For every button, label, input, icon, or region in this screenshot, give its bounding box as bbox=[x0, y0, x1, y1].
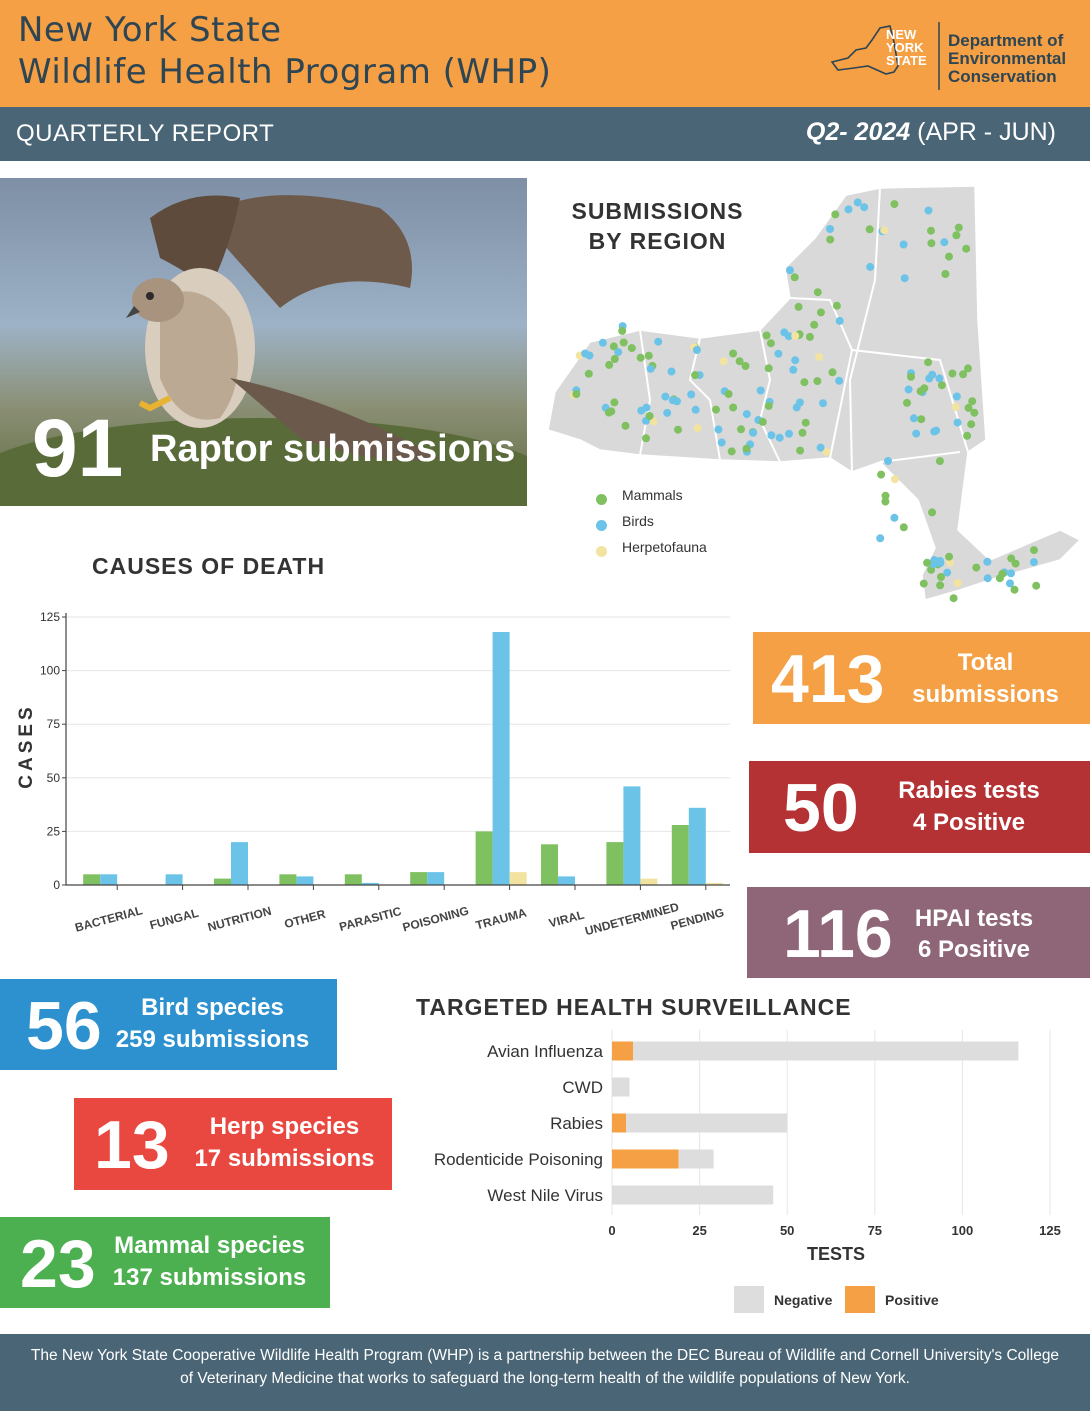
map-dot bbox=[884, 457, 892, 465]
map-dot bbox=[962, 245, 970, 253]
map-dot bbox=[845, 205, 853, 213]
targeted-surveillance-title: TARGETED HEALTH SURVEILLANCE bbox=[416, 994, 852, 1020]
map-dot bbox=[866, 225, 874, 233]
map-dot bbox=[785, 430, 793, 438]
map-dot bbox=[925, 207, 933, 215]
map-dot bbox=[694, 424, 702, 432]
map-dot bbox=[945, 553, 953, 561]
map-dot bbox=[955, 224, 963, 232]
map-dot bbox=[952, 231, 960, 239]
logo-state-line3: STATE bbox=[886, 53, 927, 68]
ths-bar-negative bbox=[612, 1078, 630, 1097]
map-dot bbox=[687, 391, 695, 399]
report-type-label: QUARTERLY REPORT bbox=[16, 120, 275, 147]
ths-bar-positive bbox=[612, 1150, 679, 1169]
map-dot bbox=[663, 409, 671, 417]
map-dot bbox=[928, 508, 936, 516]
map-dot bbox=[1007, 554, 1015, 562]
ths-category-label: Rodenticide Poisoning bbox=[433, 1150, 603, 1169]
map-dot bbox=[905, 386, 913, 394]
raptor-label: Raptor submissions bbox=[150, 428, 516, 470]
causes-of-death-chart bbox=[0, 596, 740, 956]
cod-ytick-label: 25 bbox=[46, 824, 60, 839]
map-dot bbox=[920, 580, 928, 588]
hpai-tests-box bbox=[747, 887, 1090, 978]
cod-bar-birds bbox=[623, 786, 640, 885]
program-title-line1: New York State bbox=[18, 10, 282, 50]
ths-category-label: Rabies bbox=[550, 1114, 603, 1133]
total-submissions-line1: Total bbox=[957, 649, 1014, 676]
causes-of-death-title: CAUSES OF DEATH bbox=[92, 553, 326, 579]
map-dot bbox=[668, 368, 676, 376]
map-dot bbox=[854, 199, 862, 207]
map-dot bbox=[998, 570, 1006, 578]
map-dot bbox=[927, 227, 935, 235]
map-dot bbox=[786, 266, 794, 274]
map-dot bbox=[968, 397, 976, 405]
map-dot bbox=[927, 239, 935, 247]
map-dot bbox=[720, 357, 728, 365]
map-dot bbox=[860, 203, 868, 211]
map-dot bbox=[661, 393, 669, 401]
map-dot bbox=[749, 429, 757, 437]
map-dot bbox=[925, 375, 933, 383]
map-title-line1: SUBMISSIONS bbox=[571, 198, 744, 224]
map-dot bbox=[780, 328, 788, 336]
map-dot bbox=[646, 412, 654, 420]
map-dot bbox=[691, 371, 699, 379]
ths-xtick-label: 100 bbox=[951, 1223, 974, 1238]
map-dot bbox=[810, 321, 818, 329]
map-dot bbox=[819, 399, 827, 407]
legend-swatch-positive bbox=[845, 1286, 875, 1313]
cod-category-label: PARASITIC bbox=[337, 903, 403, 935]
map-dot bbox=[793, 403, 801, 411]
cod-bar-mammals bbox=[410, 872, 427, 885]
nys-dec-logo bbox=[828, 22, 1078, 94]
map-dot bbox=[954, 579, 962, 587]
cod-bar-birds bbox=[427, 872, 444, 885]
logo-dept-line1: Department of bbox=[948, 31, 1064, 50]
map-dot bbox=[836, 317, 844, 325]
logo-dept-line2: Environmental bbox=[948, 49, 1067, 68]
map-dot bbox=[1011, 586, 1019, 594]
map-dot bbox=[585, 370, 593, 378]
total-submissions-line2: submissions bbox=[912, 681, 1059, 708]
ths-xtick-label: 25 bbox=[692, 1223, 707, 1238]
map-dot bbox=[936, 457, 944, 465]
cod-category-label: POISONING bbox=[401, 903, 471, 935]
map-dot bbox=[903, 399, 911, 407]
map-dot bbox=[912, 430, 920, 438]
map-dot bbox=[622, 422, 630, 430]
ths-category-label: West Nile Virus bbox=[487, 1186, 603, 1205]
cod-bar-birds bbox=[231, 842, 248, 885]
map-dot bbox=[967, 420, 975, 428]
map-dot bbox=[891, 475, 899, 483]
map-dot bbox=[737, 425, 745, 433]
cod-category-label: NUTRITION bbox=[206, 903, 273, 935]
map-dot bbox=[924, 358, 932, 366]
cod-bar-mammals bbox=[345, 874, 362, 885]
map-dot bbox=[813, 377, 821, 385]
map-dot bbox=[1030, 546, 1038, 554]
mammal-species-count: 23 bbox=[20, 1226, 96, 1302]
map-dot bbox=[618, 327, 626, 335]
map-dot bbox=[674, 426, 682, 434]
herp-species-line2: 17 submissions bbox=[194, 1145, 375, 1172]
map-dot bbox=[826, 225, 834, 233]
map-dot bbox=[923, 559, 931, 567]
map-dot bbox=[972, 564, 980, 572]
map-dot bbox=[806, 333, 814, 341]
map-dot bbox=[729, 350, 737, 358]
legend-label-negative: Negative bbox=[774, 1292, 833, 1308]
program-title-line2: Wildlife Health Program (WHP) bbox=[18, 52, 552, 92]
map-dot bbox=[669, 396, 677, 404]
ths-xtick-label: 0 bbox=[608, 1223, 616, 1238]
legend-label-positive: Positive bbox=[885, 1292, 939, 1308]
logo-state-line2: YORK bbox=[886, 40, 924, 55]
mammal-species-line2: 137 submissions bbox=[112, 1264, 307, 1291]
map-dot bbox=[599, 339, 607, 347]
map-dot bbox=[718, 439, 726, 447]
bird-species-line2: 259 submissions bbox=[115, 1026, 310, 1053]
map-dot bbox=[1030, 558, 1038, 566]
map-dot bbox=[725, 390, 733, 398]
mammal-species-box bbox=[0, 1217, 330, 1308]
map-dot bbox=[881, 498, 889, 506]
cod-category-label: TRAUMA bbox=[474, 905, 529, 933]
map-dot bbox=[654, 338, 662, 346]
cod-bar-birds bbox=[558, 876, 575, 885]
map-dot bbox=[743, 410, 751, 418]
cod-bar-mammals bbox=[279, 874, 296, 885]
map-dot bbox=[876, 534, 884, 542]
herp-species-box bbox=[74, 1098, 392, 1190]
ths-bar-positive bbox=[612, 1114, 626, 1133]
map-dot bbox=[614, 348, 622, 356]
map-dot bbox=[714, 426, 722, 434]
rabies-tests-box bbox=[749, 761, 1090, 853]
raptor-count: 91 bbox=[32, 403, 124, 494]
bird-species-line1: Bird species bbox=[141, 994, 284, 1021]
ths-bar-negative bbox=[633, 1042, 1018, 1061]
map-dot bbox=[815, 353, 823, 361]
cod-ytick-label: 125 bbox=[39, 610, 60, 624]
map-dot bbox=[791, 273, 799, 281]
total-submissions-box bbox=[753, 632, 1090, 724]
quarter-range: (APR - JUN) bbox=[910, 118, 1056, 146]
map-dot bbox=[800, 378, 808, 386]
map-dot bbox=[795, 303, 803, 311]
map-dot bbox=[941, 270, 949, 278]
map-dot bbox=[817, 308, 825, 316]
map-dot bbox=[890, 200, 898, 208]
legend-dot-mammals bbox=[596, 494, 607, 505]
map-dot bbox=[953, 393, 961, 401]
map-dot bbox=[831, 210, 839, 218]
map-dot bbox=[765, 402, 773, 410]
map-dot bbox=[829, 368, 837, 376]
map-dot bbox=[610, 398, 618, 406]
map-dot bbox=[936, 559, 944, 567]
map-dot bbox=[814, 288, 822, 296]
map-dot bbox=[611, 355, 619, 363]
map-dot bbox=[936, 581, 944, 589]
map-dot bbox=[901, 274, 909, 282]
map-dot bbox=[757, 387, 765, 395]
cod-category-label: OTHER bbox=[282, 906, 327, 932]
map-dot bbox=[984, 574, 992, 582]
map-dot bbox=[833, 302, 841, 310]
map-dot bbox=[965, 404, 973, 412]
map-dot bbox=[767, 339, 775, 347]
map-dot bbox=[890, 514, 898, 522]
legend-label-mammals: Mammals bbox=[622, 487, 683, 503]
map-dot bbox=[581, 350, 589, 358]
ths-category-label: CWD bbox=[562, 1078, 603, 1097]
cod-bar-mammals bbox=[476, 831, 493, 885]
cod-bar-mammals bbox=[672, 825, 689, 885]
map-dot bbox=[728, 447, 736, 455]
hpai-tests-line1: HPAI tests bbox=[914, 905, 1034, 932]
quarter-label: Q2- 2024 bbox=[805, 118, 911, 146]
map-dot bbox=[940, 238, 948, 246]
cod-bar-mammals bbox=[541, 844, 558, 885]
map-dot bbox=[712, 406, 720, 414]
map-dot bbox=[645, 352, 653, 360]
map-dot bbox=[880, 226, 888, 234]
cod-ylabel: CASES bbox=[16, 703, 37, 789]
logo-state-line1: NEW bbox=[886, 27, 917, 42]
map-dot bbox=[765, 364, 773, 372]
cod-ytick-label: 0 bbox=[53, 878, 60, 892]
cod-bar-birds bbox=[100, 874, 117, 885]
map-dot bbox=[693, 346, 701, 354]
map-dot bbox=[802, 419, 810, 427]
map-dot bbox=[917, 415, 925, 423]
map-dot bbox=[1032, 582, 1040, 590]
map-dot bbox=[774, 350, 782, 358]
map-dot bbox=[643, 404, 651, 412]
map-dot bbox=[776, 434, 784, 442]
map-dot bbox=[743, 445, 751, 453]
map-dot bbox=[935, 374, 943, 382]
herp-species-count: 13 bbox=[94, 1107, 170, 1183]
targeted-surveillance-chart bbox=[400, 1020, 1080, 1320]
map-dot bbox=[950, 594, 958, 602]
cod-ytick-label: 75 bbox=[46, 717, 60, 732]
legend-swatch-negative bbox=[734, 1286, 764, 1313]
report-period bbox=[806, 118, 1056, 147]
map-dot bbox=[628, 344, 636, 352]
map-dot bbox=[572, 390, 580, 398]
map-dot bbox=[607, 407, 615, 415]
map-dot bbox=[920, 384, 928, 392]
map-dot bbox=[736, 357, 744, 365]
footer-line2: of Veterinary Medicine that works to safeguard the long-term health of the wildlife populations of New York. bbox=[180, 1370, 910, 1387]
ths-xtick-label: 50 bbox=[779, 1223, 795, 1238]
map-dot bbox=[964, 364, 972, 372]
cod-ytick-label: 50 bbox=[46, 770, 60, 785]
map-dot bbox=[637, 354, 645, 362]
legend-label-herpetofauna: Herpetofauna bbox=[622, 539, 707, 555]
map-dot bbox=[866, 263, 874, 271]
cod-bar-birds bbox=[689, 808, 706, 885]
ths-xtick-label: 125 bbox=[1039, 1223, 1061, 1238]
cod-category-label: UNDETERMINED bbox=[583, 899, 681, 939]
map-dot bbox=[826, 236, 834, 244]
map-dot bbox=[620, 339, 628, 347]
cod-ytick-label: 100 bbox=[39, 663, 60, 678]
map-dot bbox=[789, 366, 797, 374]
map-dot bbox=[910, 414, 918, 422]
map-dot bbox=[963, 432, 971, 440]
ths-xtick-label: 75 bbox=[867, 1223, 883, 1238]
map-dot bbox=[817, 444, 825, 452]
herp-species-line1: Herp species bbox=[209, 1113, 360, 1140]
map-dot bbox=[954, 419, 962, 427]
legend-dot-birds bbox=[596, 520, 607, 531]
cod-category-label: FUNGAL bbox=[148, 905, 201, 933]
map-dot bbox=[937, 573, 945, 581]
footer-line1: The New York State Cooperative Wildlife Health Program (WHP) is a partnership between the DEC Bureau of Wildlife and Cornell University's College bbox=[30, 1347, 1060, 1364]
map-dot bbox=[759, 418, 767, 426]
map-dot bbox=[796, 447, 804, 455]
bird-species-box bbox=[0, 979, 337, 1070]
map-dot bbox=[930, 428, 938, 436]
ths-bar-negative bbox=[626, 1114, 787, 1133]
map-dot bbox=[692, 406, 700, 414]
cod-category-label: PENDING bbox=[669, 905, 726, 933]
cod-bar-birds bbox=[493, 632, 510, 885]
ths-category-label: Avian Influenza bbox=[487, 1042, 603, 1061]
map-dot bbox=[791, 356, 799, 364]
ths-xlabel: TESTS bbox=[806, 1244, 866, 1264]
cod-bar-herpetofauna bbox=[640, 879, 657, 885]
map-dot bbox=[952, 403, 960, 411]
legend-label-birds: Birds bbox=[622, 513, 654, 529]
map-dot bbox=[900, 241, 908, 249]
mammal-species-line1: Mammal species bbox=[114, 1232, 305, 1259]
map-dot bbox=[938, 381, 946, 389]
total-submissions-count: 413 bbox=[771, 641, 885, 717]
map-dot bbox=[767, 431, 775, 439]
cod-bar-mammals bbox=[214, 879, 231, 885]
cod-category-label: BACTERIAL bbox=[73, 903, 144, 935]
map-dot bbox=[763, 332, 771, 340]
legend-dot-herpetofauna bbox=[596, 546, 607, 557]
cod-category-label: VIRAL bbox=[547, 907, 586, 931]
map-dot bbox=[948, 370, 956, 378]
new-york-state-shape bbox=[548, 186, 1080, 600]
ths-bar-positive bbox=[612, 1042, 633, 1061]
map-dot bbox=[647, 365, 655, 373]
cod-bar-birds bbox=[166, 874, 183, 885]
map-dot bbox=[835, 377, 843, 385]
cod-bar-mammals bbox=[83, 874, 100, 885]
map-dot bbox=[907, 373, 915, 381]
cod-bar-herpetofauna bbox=[510, 872, 527, 885]
map-dot bbox=[729, 404, 737, 412]
ths-bar-negative bbox=[612, 1186, 773, 1205]
map-dot bbox=[642, 434, 650, 442]
hpai-tests-count: 116 bbox=[783, 896, 893, 972]
footer bbox=[0, 1334, 1090, 1411]
logo-dept-line3: Conservation bbox=[948, 67, 1057, 86]
rabies-tests-line1: Rabies tests bbox=[898, 777, 1040, 804]
map-dot bbox=[900, 523, 908, 531]
map-dot bbox=[799, 429, 807, 437]
map-dot bbox=[605, 361, 613, 369]
map-dot bbox=[877, 471, 885, 479]
map-dot bbox=[791, 332, 799, 340]
hpai-tests-line2: 6 Positive bbox=[917, 936, 1031, 963]
map-dot bbox=[945, 253, 953, 261]
rabies-tests-line2: 4 Positive bbox=[912, 809, 1026, 836]
rabies-tests-count: 50 bbox=[783, 770, 859, 846]
ths-bar-negative bbox=[679, 1150, 714, 1169]
map-title-line2: BY REGION bbox=[588, 228, 727, 254]
bird-species-count: 56 bbox=[26, 988, 102, 1064]
cod-bar-birds bbox=[296, 876, 313, 885]
map-dot bbox=[983, 558, 991, 566]
cod-bar-mammals bbox=[606, 842, 623, 885]
